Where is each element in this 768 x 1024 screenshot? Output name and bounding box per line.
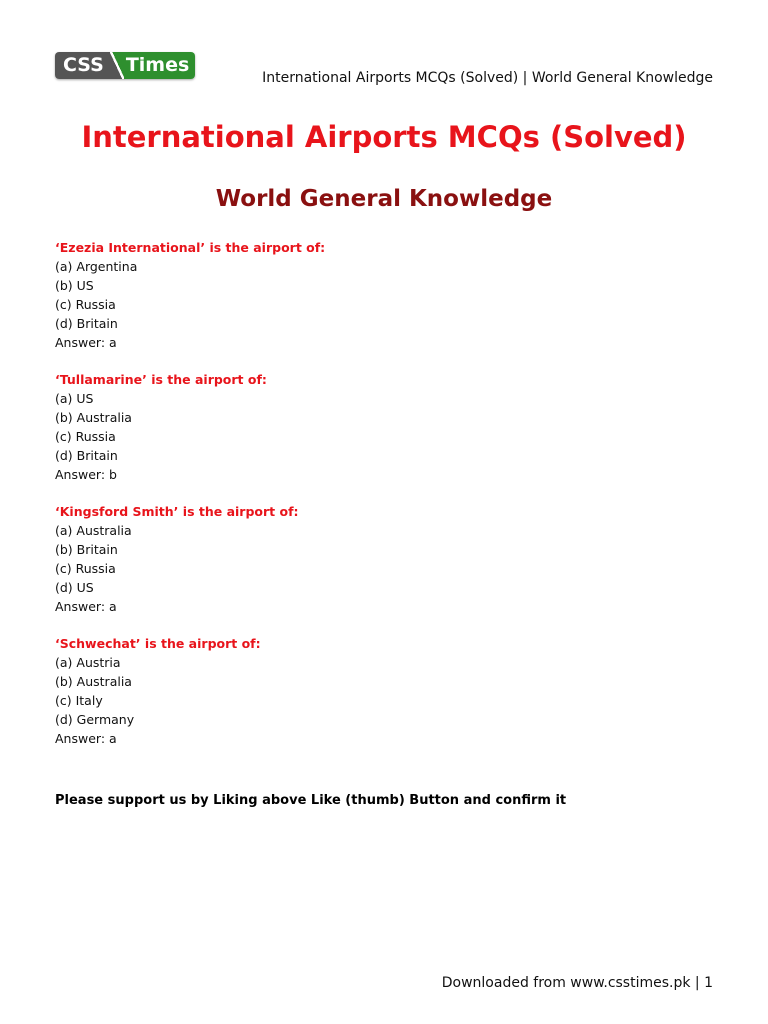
option-c: (c) Russia (55, 561, 116, 576)
question-text: ‘Tullamarine’ is the airport of: (55, 372, 267, 387)
page-subtitle: World General Knowledge (215, 186, 553, 212)
option-b: (b) US (55, 278, 94, 293)
option-a: (a) US (55, 391, 94, 406)
answer-text: Answer: b (55, 467, 117, 482)
option-a: (a) Australia (55, 523, 132, 538)
question-block-2 (55, 370, 715, 484)
option-c: (c) Russia (55, 429, 116, 444)
option-c: (c) Italy (55, 693, 103, 708)
option-b: (b) Australia (55, 674, 132, 689)
answer-text: Answer: a (55, 599, 117, 614)
question-text: ‘Kingsford Smith’ is the airport of: (55, 504, 299, 519)
question-block-4 (55, 634, 715, 748)
question-text: ‘Schwechat’ is the airport of: (55, 636, 261, 651)
csstimes-logo (55, 52, 195, 79)
questions-list (55, 238, 715, 766)
option-c: (c) Russia (55, 297, 116, 312)
answer-text: Answer: a (55, 731, 117, 746)
option-d: (d) US (55, 580, 94, 595)
question-text: ‘Ezezia International’ is the airport of: (55, 240, 326, 255)
question-block-3 (55, 502, 715, 616)
page-title: International Airports MCQs (Solved) (81, 120, 687, 154)
running-header: International Airports MCQs (Solved) | World General Knowledge (262, 70, 713, 86)
logo-slash-divider (110, 52, 124, 79)
support-message: Please support us by Liking above Like (thumb) Button and confirm it (55, 793, 567, 808)
question-block-1 (55, 238, 715, 352)
option-b: (b) Australia (55, 410, 132, 425)
option-d: (d) Germany (55, 712, 135, 727)
option-d: (d) Britain (55, 316, 118, 331)
logo-times-text: Times (124, 52, 195, 79)
option-a: (a) Argentina (55, 259, 138, 274)
option-b: (b) Britain (55, 542, 118, 557)
answer-text: Answer: a (55, 335, 117, 350)
option-a: (a) Austria (55, 655, 121, 670)
option-d: (d) Britain (55, 448, 118, 463)
logo-css-text: CSS (55, 52, 110, 79)
page-footer: Downloaded from www.csstimes.pk | 1 (441, 975, 713, 991)
